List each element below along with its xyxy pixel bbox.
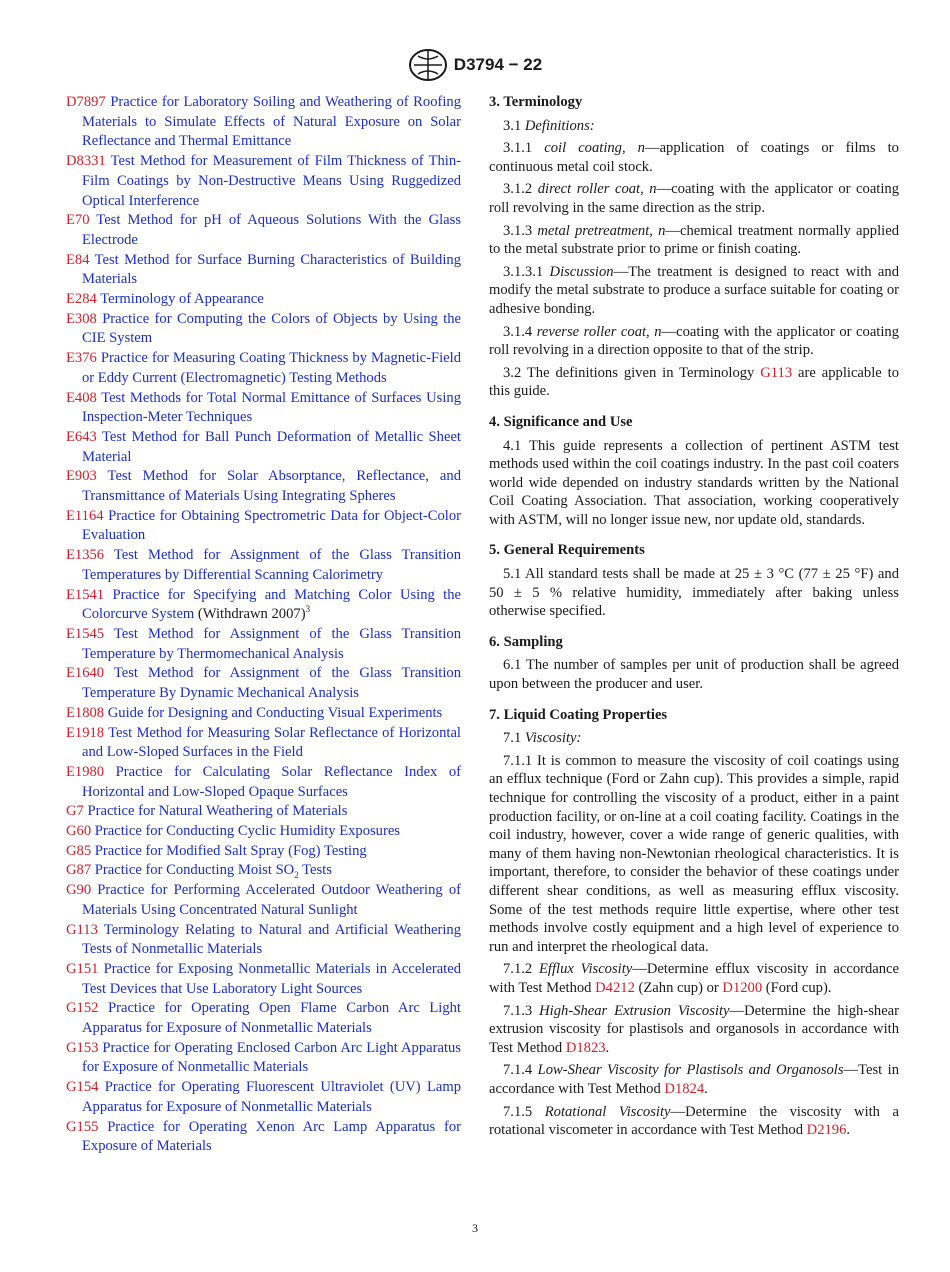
paragraph-3-1-3-1: 3.1.3.1 Discussion—The treatment is designed to react with and modify the metal substrate to produce a surface suitable for coating or adhesive bonding.	[489, 263, 899, 317]
reference-link[interactable]: D1200	[722, 979, 763, 996]
page-header	[0, 48, 950, 82]
paragraph-3-1-4: 3.1.4 reverse roller coat, n—coating with the applicator or coating roll revolving in a direction opposite to that of the strip.	[489, 323, 899, 359]
reference-title-link[interactable]: Practice for Performing Accelerated Outdoor Weathering of Materials Using Concentrated Natural Sunlight	[82, 882, 461, 918]
reference-code-link[interactable]: G87	[66, 862, 92, 879]
paragraph-3-1-3: 3.1.3 metal pretreatment, n—chemical treatment normally applied to the metal substrate prior to prime or finish coating.	[489, 222, 899, 258]
reference-item	[66, 467, 461, 506]
reference-title-link[interactable]: Tests	[298, 862, 332, 879]
section-heading: 3. Terminology	[489, 94, 583, 110]
reference-item	[66, 546, 461, 585]
reference-item	[66, 349, 461, 388]
reference-item	[66, 290, 461, 310]
reference-note: (Withdrawn 2007)	[194, 606, 306, 623]
paragraph-5-1: 5.1 All standard tests shall be made at 25 ± 3 °C (77 ± 25 °F) and 50 ± 5 % relative humidity, immediately after baking unless otherwise specified.	[489, 566, 899, 620]
reference-item	[66, 152, 461, 211]
paragraph-4-1: 4.1 This guide represents a collection of pertinent ASTM test methods used within the coil coatings industry. In the past coil coaters world wide depended on industry standards written by the National Coil Coating Association. That association, working cooperatively with ASTM, will no longer issue new, nor update old, standards.	[489, 437, 899, 528]
reference-code-link[interactable]: E1918	[66, 724, 105, 741]
reference-code-link[interactable]: G155	[66, 1118, 99, 1135]
astm-logo-icon	[408, 48, 448, 82]
paragraph-3-1-1: 3.1.1 coil coating, n—application of coatings or films to continuous metal coil stock.	[489, 140, 899, 175]
subscript: 2	[294, 870, 299, 881]
reference-title-link[interactable]: Test Method for Ball Punch Deformation of Metallic Sheet Material	[82, 428, 461, 465]
reference-title-link[interactable]: Test Method for Measuring Solar Reflectance of Horizontal and Low-Sloped Surfaces in the Field	[82, 724, 461, 761]
reference-title-link[interactable]: Practice for Conducting Moist SO	[94, 862, 295, 879]
paragraph-7-1-3: 7.1.3 High-Shear Extrusion Viscosity—Determine the high-shear extrusion viscosity for plastisols and organosols in accordance with Test Method D1823.	[489, 1002, 900, 1056]
reference-item	[66, 822, 461, 842]
reference-title-link[interactable]: Test Method for pH of Aqueous Solutions With the Glass Electrode	[82, 212, 461, 248]
reference-code-link[interactable]: G151	[66, 960, 99, 977]
reference-code-link[interactable]: E903	[66, 468, 97, 485]
section-significance	[489, 413, 899, 530]
reference-code-link[interactable]: D7897	[66, 94, 106, 110]
reference-title-link[interactable]: Test Method for Measurement of Film Thickness of Thin-Film Coatings by Non-Destructive Means Using Ruggedized Optical Interference	[82, 153, 461, 209]
paragraph-7-1-5: 7.1.5 Rotational Viscosity—Determine the viscosity with a rotational viscometer in accordance with Test Method D2196.	[489, 1103, 899, 1139]
reference-code-link[interactable]: G90	[66, 882, 92, 899]
section-liquid-coating	[489, 706, 899, 1140]
reference-item	[66, 389, 461, 428]
reference-title-link[interactable]: Practice for Conducting Cyclic Humidity Exposures	[94, 823, 400, 840]
reference-item	[66, 1118, 461, 1157]
reference-code-link[interactable]: E376	[66, 350, 97, 367]
paragraph-7-1-2: 7.1.2 Efflux Viscosity—Determine efflux viscosity in accordance with Test Method D4212 (Zahn cup) or D1200 (Ford cup).	[489, 961, 900, 996]
reference-code-link[interactable]: G152	[66, 1000, 99, 1017]
reference-title-link[interactable]: Terminology Relating to Natural and Artificial Weathering Tests of Nonmetallic Materials	[82, 921, 461, 958]
reference-code-link[interactable]: E308	[66, 310, 97, 327]
reference-title-link[interactable]: Terminology of Appearance	[100, 291, 264, 308]
reference-title-link[interactable]: Practice for Operating Xenon Arc Lamp Apparatus for Exposure of Materials	[82, 1118, 461, 1155]
reference-code-link[interactable]: E408	[66, 389, 97, 406]
reference-code-link[interactable]: E643	[66, 428, 97, 445]
reference-item	[66, 1039, 461, 1078]
reference-link[interactable]: D1824	[664, 1080, 705, 1097]
reference-title-link[interactable]: Practice for Operating Enclosed Carbon Arc Light Apparatus for Exposure of Nonmetallic Materials	[82, 1039, 461, 1076]
reference-item	[66, 251, 461, 290]
reference-item	[66, 93, 461, 152]
reference-title-link[interactable]: Practice for Operating Fluorescent Ultraviolet (UV) Lamp Apparatus for Exposure of Nonmetallic Materials	[82, 1079, 461, 1115]
reference-code-link[interactable]: E84	[66, 251, 90, 268]
reference-item	[66, 1078, 461, 1117]
reference-item	[66, 724, 461, 763]
reference-code-link[interactable]: E70	[66, 212, 90, 229]
reference-title-link[interactable]: Practice for Specifying and Matching Color Using the Colorcurve System	[82, 586, 461, 623]
reference-item	[66, 861, 461, 881]
reference-code-link[interactable]: G60	[66, 823, 92, 840]
document-id: D3794 − 22	[453, 55, 543, 74]
reference-code-link[interactable]: G85	[66, 842, 92, 859]
reference-item	[66, 842, 461, 862]
reference-link[interactable]: D4212	[595, 979, 635, 996]
reference-item	[66, 704, 461, 724]
reference-item	[66, 211, 461, 250]
reference-link[interactable]: D1823	[565, 1039, 606, 1056]
reference-title-link[interactable]: Practice for Computing the Colors of Objects by Using the CIE System	[82, 310, 461, 347]
reference-title-link[interactable]: Practice for Measuring Coating Thickness by Magnetic-Field or Eddy Current (Electromagnetic) Testing Methods	[82, 350, 461, 386]
reference-item	[66, 625, 461, 664]
reference-title-link[interactable]: Practice for Obtaining Spectrometric Data for Object-Color Evaluation	[82, 507, 461, 544]
reference-title-link[interactable]: Practice for Calculating Solar Reflectance Index of Horizontal and Low-Sloped Opaque Surfaces	[82, 763, 461, 800]
reference-item	[66, 428, 461, 467]
section-heading: 6. Sampling	[489, 633, 563, 650]
paragraph-6-1: 6.1 The number of samples per unit of production shall be agreed upon between the producer and user.	[489, 657, 899, 693]
footnote-marker: 3	[305, 604, 311, 615]
reference-title-link[interactable]: Test Method for Solar Absorptance, Reflectance, and Transmittance of Materials Using Integrating Spheres	[82, 468, 461, 505]
reference-item	[66, 881, 461, 920]
section-general-requirements	[489, 541, 899, 620]
paragraph-3-2: 3.2 The definitions given in Terminology G113 are applicable to this guide.	[489, 364, 900, 400]
reference-code-link[interactable]: E1980	[66, 763, 105, 780]
reference-code-link[interactable]: G113	[66, 921, 98, 938]
reference-code-link[interactable]: G154	[66, 1079, 99, 1096]
reference-item	[66, 586, 461, 625]
paragraph-3-1-2: 3.1.2 direct roller coat, n—coating with the applicator or coating roll revolving in the same direction as the strip.	[489, 181, 899, 216]
reference-code-link[interactable]: E1164	[66, 507, 104, 524]
reference-title-link[interactable]: Practice for Modified Salt Spray (Fog) Testing	[94, 842, 367, 859]
references-list	[66, 93, 461, 1157]
reference-code-link[interactable]: E1808	[66, 704, 105, 721]
paragraph-3-1: 3.1 Definitions:	[503, 117, 595, 134]
reference-code-link[interactable]: G7	[66, 803, 84, 820]
reference-code-link[interactable]: E284	[66, 291, 97, 308]
reference-link[interactable]: G113	[760, 364, 793, 381]
main-content	[489, 93, 899, 1152]
reference-code-link[interactable]: E1545	[66, 625, 105, 642]
reference-item	[66, 960, 461, 999]
paragraph-7-1: 7.1 Viscosity:	[503, 730, 582, 747]
reference-code-link[interactable]: E1541	[66, 586, 105, 603]
reference-item	[66, 507, 461, 546]
reference-item	[66, 802, 461, 822]
reference-item	[66, 310, 461, 349]
reference-item	[66, 999, 461, 1038]
section-sampling	[489, 633, 899, 694]
reference-title-link[interactable]: Guide for Designing and Conducting Visual Experiments	[107, 704, 443, 721]
reference-title-link[interactable]: Practice for Operating Open Flame Carbon Arc Light Apparatus for Exposure of Nonmetallic Materials	[82, 1000, 461, 1037]
reference-code-link[interactable]: D8331	[66, 153, 106, 170]
reference-title-link[interactable]: Practice for Exposing Nonmetallic Materials in Accelerated Test Devices that Use Laboratory Light Sources	[82, 960, 461, 997]
section-heading: 5. General Requirements	[489, 542, 645, 559]
reference-title-link[interactable]: Test Method for Surface Burning Characteristics of Building Materials	[82, 251, 461, 288]
page-number: 3	[472, 1221, 478, 1235]
reference-title-link[interactable]: Test Method for Assignment of the Glass Transition Temperature By Dynamic Mechanical Analysis	[82, 665, 461, 702]
section-heading: 7. Liquid Coating Properties	[489, 706, 668, 723]
section-heading: 4. Significance and Use	[489, 413, 633, 430]
paragraph-7-1-1: 7.1.1 It is common to measure the viscosity of coil coatings using an efflux technique (Ford or Zahn cup). This provides a simple, rapid technique for controlling the viscosity of a product, either in a paint production facility, or on-line at a coil coating facility. Coatings in the coil industry, however, cover a wide range of generic qualities, with many of them having non-Newtonian rheological characteristics. It is important, therefore, to consider the behavior of these coatings under different shear conditions, as well as measuring efflux viscosity. Some of the test methods require little expertise, where other test methods involve costly equipment and a high level of experience to run and interpret the rheological data.	[489, 752, 899, 955]
reference-title-link[interactable]: Test Method for Assignment of the Glass Transition Temperature by Thermomechanical Analysis	[82, 625, 461, 662]
section-terminology	[489, 93, 899, 401]
reference-title-link[interactable]: Practice for Natural Weathering of Materials	[87, 803, 348, 820]
reference-link[interactable]: D2196	[806, 1122, 847, 1139]
paragraph-7-1-4: 7.1.4 Low-Shear Viscosity for Plastisols and Organosols—Test in accordance with Test Method D1824.	[489, 1062, 899, 1097]
reference-code-link[interactable]: E1640	[66, 665, 105, 682]
reference-item	[66, 664, 461, 703]
reference-item	[66, 921, 461, 960]
reference-code-link[interactable]: E1356	[66, 547, 105, 564]
reference-title-link[interactable]: Test Method for Assignment of the Glass Transition Temperatures by Differential Scanning Calorimetry	[82, 547, 461, 583]
reference-title-link[interactable]: Practice for Laboratory Soiling and Weathering of Roofing Materials to Simulate Effects of Natural Exposure on Solar Reflectance and Thermal Emittance	[82, 94, 462, 150]
reference-item	[66, 763, 461, 802]
reference-code-link[interactable]: G153	[66, 1039, 99, 1056]
reference-title-link[interactable]: Test Methods for Total Normal Emittance of Surfaces Using Inspection-Meter Techniques	[82, 389, 461, 426]
